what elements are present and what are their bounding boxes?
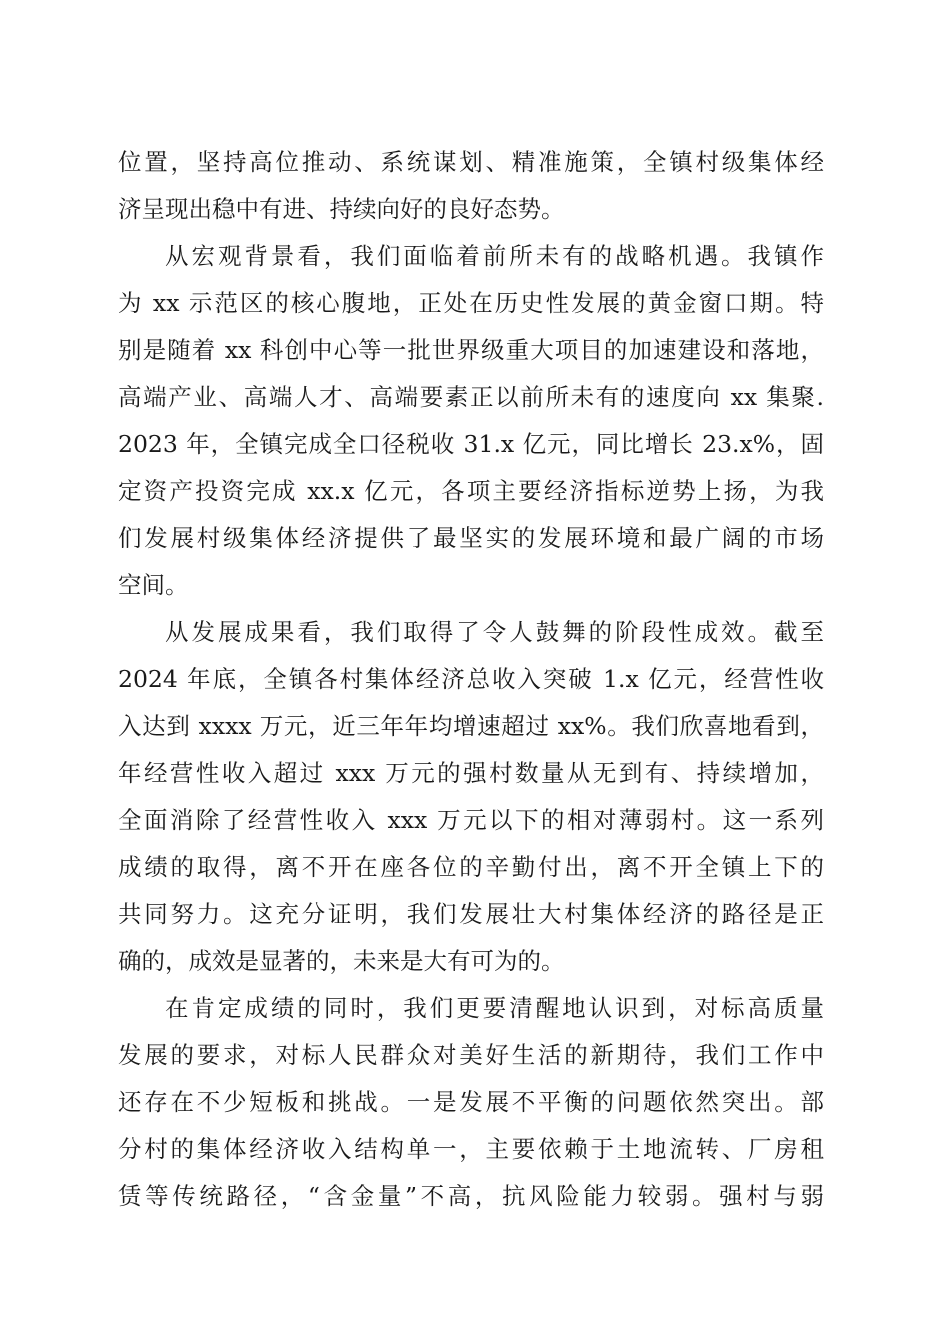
- text-line: 们发展村级集体经济提供了最坚实的发展环境和最广阔的市场: [118, 524, 824, 552]
- text-line: 别是随着 xx 科创中心等一批世界级重大项目的加速建设和落地，: [118, 336, 824, 364]
- text-line: 全面消除了经营性收入 xxx 万元以下的相对薄弱村。这一系列: [118, 806, 824, 834]
- text-line: 为 xx 示范区的核心腹地，正处在历史性发展的黄金窗口期。特: [118, 289, 824, 317]
- text-line: 共同努力。这充分证明，我们发展壮大村集体经济的路径是正: [118, 900, 824, 928]
- text-line: 确的，成效是显著的，未来是大有可为的。: [118, 947, 565, 975]
- paragraph-2: [118, 233, 824, 609]
- text-line: 还存在不少短板和挑战。一是发展不平衡的问题依然突出。部: [118, 1088, 824, 1116]
- text-line: 位置，坚持高位推动、系统谋划、精准施策，全镇村级集体经: [118, 148, 824, 176]
- text-line: 定资产投资完成 xx.x 亿元，各项主要经济指标逆势上扬，为我: [118, 477, 824, 505]
- text-line: 发展的要求，对标人民群众对美好生活的新期待，我们工作中: [118, 1041, 824, 1069]
- paragraph-3: [118, 609, 824, 985]
- text-line: 2024 年底，全镇各村集体经济总收入突破 1.x 亿元，经营性收: [118, 665, 824, 693]
- text-line: 分村的集体经济收入结构单一，主要依赖于土地流转、厂房租: [118, 1135, 824, 1163]
- text-line: 高端产业、高端人才、高端要素正以前所未有的速度向 xx 集聚.: [118, 383, 824, 411]
- text-line: 济呈现出稳中有进、持续向好的良好态势。: [118, 195, 565, 223]
- text-line: 2023 年，全镇完成全口径税收 31.x 亿元，同比增长 23.x%，固: [118, 430, 824, 458]
- text-line: 从发展成果看，我们取得了令人鼓舞的阶段性成效。截至: [165, 618, 824, 646]
- paragraph-1: [118, 139, 824, 233]
- text-line: 年经营性收入超过 xxx 万元的强村数量从无到有、持续增加，: [118, 759, 824, 787]
- text-line: 空间。: [118, 571, 189, 599]
- paragraph-4: [118, 985, 824, 1220]
- text-line: 从宏观背景看，我们面临着前所未有的战略机遇。我镇作: [165, 242, 824, 270]
- document-body: [118, 139, 824, 1220]
- text-line: 入达到 xxxx 万元，近三年年均增速超过 xx%。我们欣喜地看到，: [118, 712, 824, 740]
- text-line: 在肯定成绩的同时，我们更要清醒地认识到，对标高质量: [165, 994, 824, 1022]
- text-line: 赁等传统路径，“含金量”不高，抗风险能力较弱。强村与弱: [118, 1182, 824, 1210]
- text-line: 成绩的取得，离不开在座各位的辛勤付出，离不开全镇上下的: [118, 853, 824, 881]
